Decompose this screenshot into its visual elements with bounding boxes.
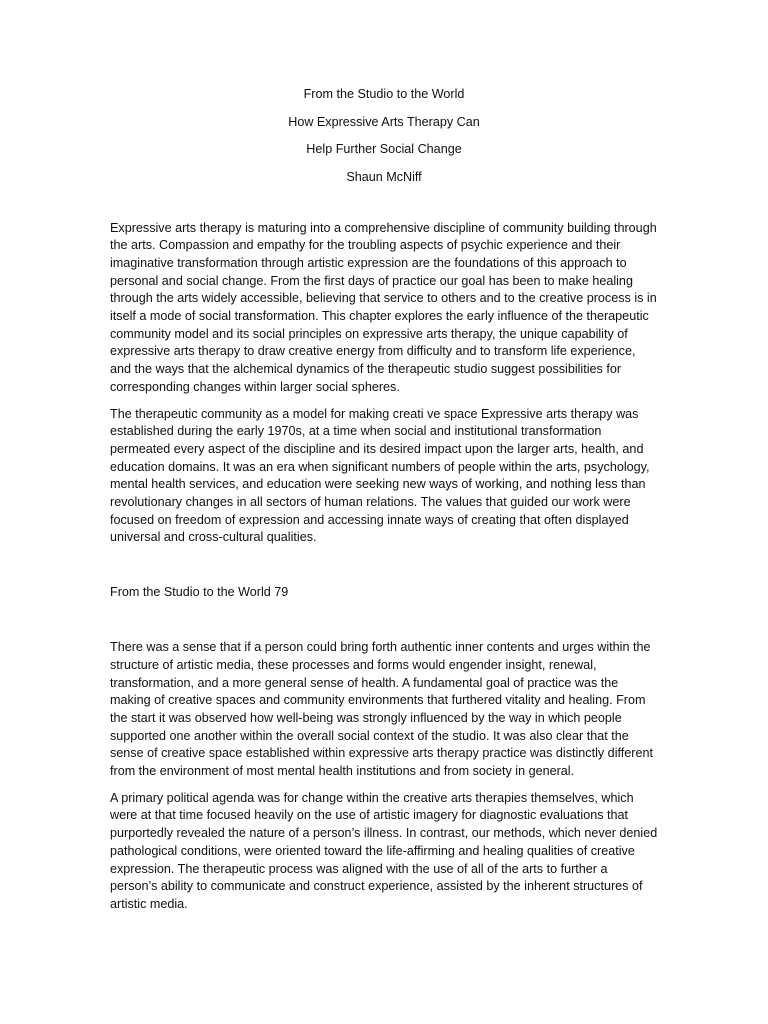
author-name: Shaun McNiff	[346, 169, 422, 184]
chapter-subtitle-line-1: How Expressive Arts Therapy Can	[288, 114, 480, 129]
chapter-subtitle-line-2: Help Further Social Change	[306, 142, 462, 156]
chapter-title: From the Studio to the World	[303, 87, 465, 101]
body-text	[110, 220, 658, 914]
paragraph: A primary political agenda was for change within the creative arts therapies themselves, which were at that time focused heavily on the use of artistic imagery for diagnostic evaluations that purportedly revealed the nature of a person’s illness. In contrast, our methods, which never denied pathological conditions, were oriented toward the life-affirming and healing qualities of creative expression. The therapeutic process was aligned with the use of all of the arts to further a person’s ability to communicate and construct experience, assisted by the inherent structures of artistic media.	[110, 790, 658, 911]
paragraph: The therapeutic community as a model for making creati ve space Expressive arts therapy was established during the early 1970s, at a time when social and institutional transformation permeated every aspect of the discipline and its desired impact upon the larger arts, health, and education domains. It was an era when significant numbers of people within the arts, psychology, mental health services, and education were seeking new ways of working, and nothing less than revolutionary changes in all sectors of human relations. The values that guided our work were focused on freedom of expression and accessing innate ways of creating that often displayed universal and cross-cultural qualities.	[110, 406, 650, 545]
running-head: From the Studio to the World 79	[110, 585, 289, 600]
paragraph: Expressive arts therapy is maturing into a comprehensive discipline of community building through the arts. Compassion and empathy for the troubling aspects of psychic experience and their imaginative transformation through artistic expression are the foundations of this approach to personal and social change. From the first days of practice our goal has been to make healing through the arts widely accessible, believing that service to others and to the creative process is in itself a mode of social transformation. This chapter explores the early influence of the therapeutic community model and its social principles on expressive arts therapy, the unique capability of expressive arts therapy to draw creative energy from difficulty and to transform life experience, and the ways that the alchemical dynamics of the therapeutic studio suggest possibilities for corresponding changes within larger social spheres.	[110, 220, 657, 394]
paragraph: There was a sense that if a person could bring forth authentic inner contents and urges within the structure of artistic media, these processes and forms would engender insight, renewal, transformation, and a more general sense of health. A fundamental goal of practice was the making of creative spaces and community environments that furthered vitality and healing. From the start it was observed how well-being was strongly influenced by the way in which people supported one another within the overall social context of the studio. It was also clear that the sense of creative space established within expressive arts therapy practice was distinctly different from the environment of most mental health institutions and from society in general.	[110, 640, 653, 779]
title-block	[110, 86, 658, 186]
